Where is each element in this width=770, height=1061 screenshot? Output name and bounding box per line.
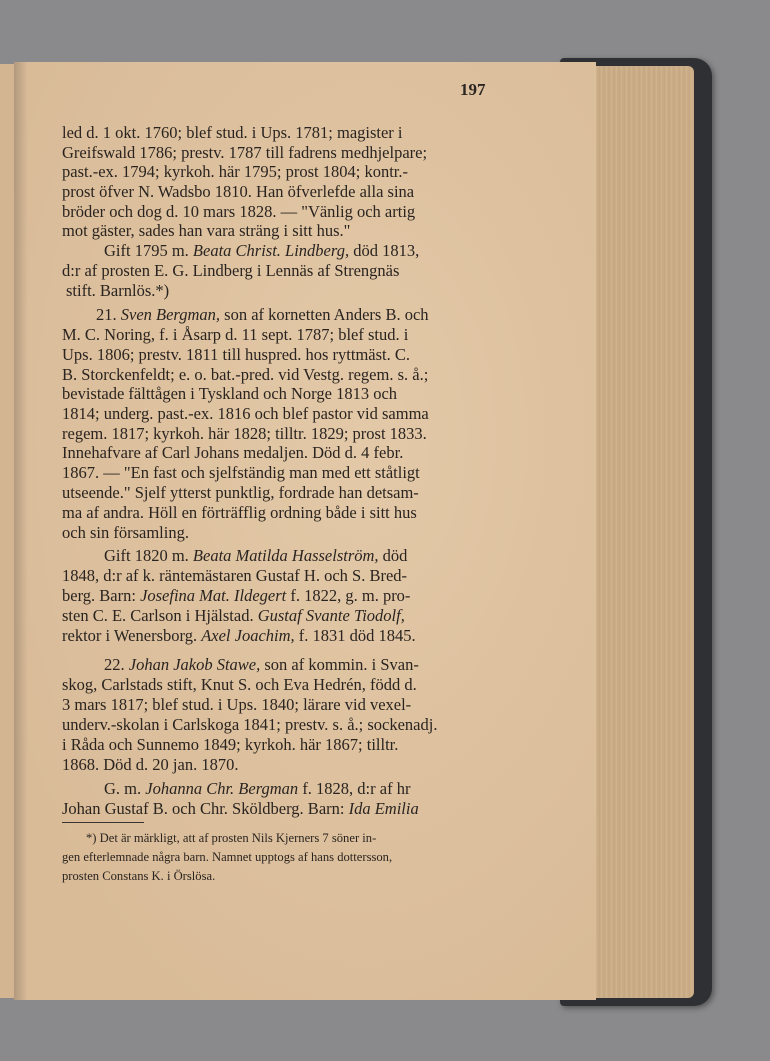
text-line: Ups. 1806; prestv. 1811 till huspred. hos ryttmäst. C. [62,345,411,364]
italic-name: Ida Emilia [348,799,419,818]
text-line: prost öfver N. Wadsbo 1810. Han öfverlefde alla sina [62,182,415,201]
text-line: i Råda och Sunnemo 1849; kyrkoh. här 1867; tilltr. [62,735,399,754]
text-line: G. m. Johanna Chr. Bergman f. 1828, d:r af hr [104,779,411,798]
text-line: 1848, d:r af k. räntemästaren Gustaf H. och S. Bred- [62,566,408,585]
text-line: 22. Johan Jakob Stawe, son af kommin. i Svan- [104,655,419,674]
page-number: 197 [460,80,486,99]
text-line: regem. 1817; kyrkoh. här 1828; tilltr. 1829; prost 1833. [62,424,427,443]
text-line: 21. Sven Bergman, son af kornetten Anders B. och [96,305,429,324]
footnote-line: *) Det är märkligt, att af prosten Nils Kjerners 7 söner in- [86,831,377,845]
page-gutter-shadow [14,62,28,1000]
text-line: underv.-skolan i Carlskoga 1841; prestv. s. å.; sockenadj. [62,715,438,734]
text-line: bevistade fälttågen i Tyskland och Norge 1813 och [62,384,398,403]
italic-name: Beata Christ. Lindberg, [192,241,350,260]
italic-name: Axel Joachim, [201,626,295,645]
italic-name: Josefina Mat. Ildegert [140,586,287,605]
italic-name: Beata Matilda Hasselström, [192,546,379,565]
text-line: stift. Barnlös.*) [66,281,170,300]
text-line: 3 mars 1817; blef stud. i Ups. 1840; lärare vid vexel- [62,695,412,714]
italic-name: Sven Bergman, [120,305,221,324]
text-line: past.-ex. 1794; kyrkoh. här 1795; prost 1804; kontr.- [62,162,409,181]
text-line: led d. 1 okt. 1760; blef stud. i Ups. 1781; magister i [62,123,403,142]
footnote-rule [62,822,144,823]
italic-name: Gustaf Svante Tiodolf, [257,606,405,625]
text-line: och sin församling. [62,523,189,542]
footnote-line: prosten Constans K. i Örslösa. [62,869,216,883]
text-line: d:r af prosten E. G. Lindberg i Lennäs af Strengnäs [62,261,400,280]
text-line: rektor i Wenersborg. Axel Joachim, f. 1831 död 1845. [62,626,416,645]
text-line: 1868. Död d. 20 jan. 1870. [62,755,239,774]
italic-name: Johanna Chr. Bergman [145,779,299,798]
page-block-edges [588,66,694,998]
text-line: B. Storckenfeldt; e. o. bat.-pred. vid Vestg. regem. s. å.; [62,365,429,384]
italic-name: Johan Jakob Stawe, [128,655,261,674]
footnote-line: gen efterlemnade några barn. Namnet upptogs af hans dottersson, [62,850,393,864]
text-line: Greifswald 1786; prestv. 1787 till fadrens medhjelpare; [62,143,428,162]
text-line: 1814; underg. past.-ex. 1816 och blef pastor vid samma [62,404,429,423]
text-line: Gift 1820 m. Beata Matilda Hasselström, död [104,546,408,565]
text-line: bröder och dog d. 10 mars 1828. — "Vänlig och artig [62,202,416,221]
text-line: 1867. — "En fast och sjelfständig man med ett ståtligt [62,463,420,482]
text-line: skog, Carlstads stift, Knut S. och Eva Hedrén, född d. [62,675,417,694]
text-line: Innehafvare af Carl Johans medaljen. Död d. 4 febr. [62,443,404,462]
left-page-edge [0,64,14,998]
text-line: Gift 1795 m. Beata Christ. Lindberg, död 1813, [104,241,420,260]
text-line: ma af andra. Höll en förträfflig ordning både i sitt hus [62,503,417,522]
text-line: Johan Gustaf B. och Chr. Sköldberg. Barn: Ida Emilia [62,799,419,818]
text-line: utseende." Sjelf ytterst punktlig, fordrade han detsam- [62,483,419,502]
text-line: mot gäster, sades han vara sträng i sitt hus." [62,221,351,240]
text-line: berg. Barn: Josefina Mat. Ildegert f. 1822, g. m. pro- [62,586,411,605]
text-line: M. C. Noring, f. i Åsarp d. 11 sept. 1787; blef stud. i [62,325,409,344]
text-line: sten C. E. Carlson i Hjälstad. Gustaf Svante Tiodolf, [62,606,405,625]
